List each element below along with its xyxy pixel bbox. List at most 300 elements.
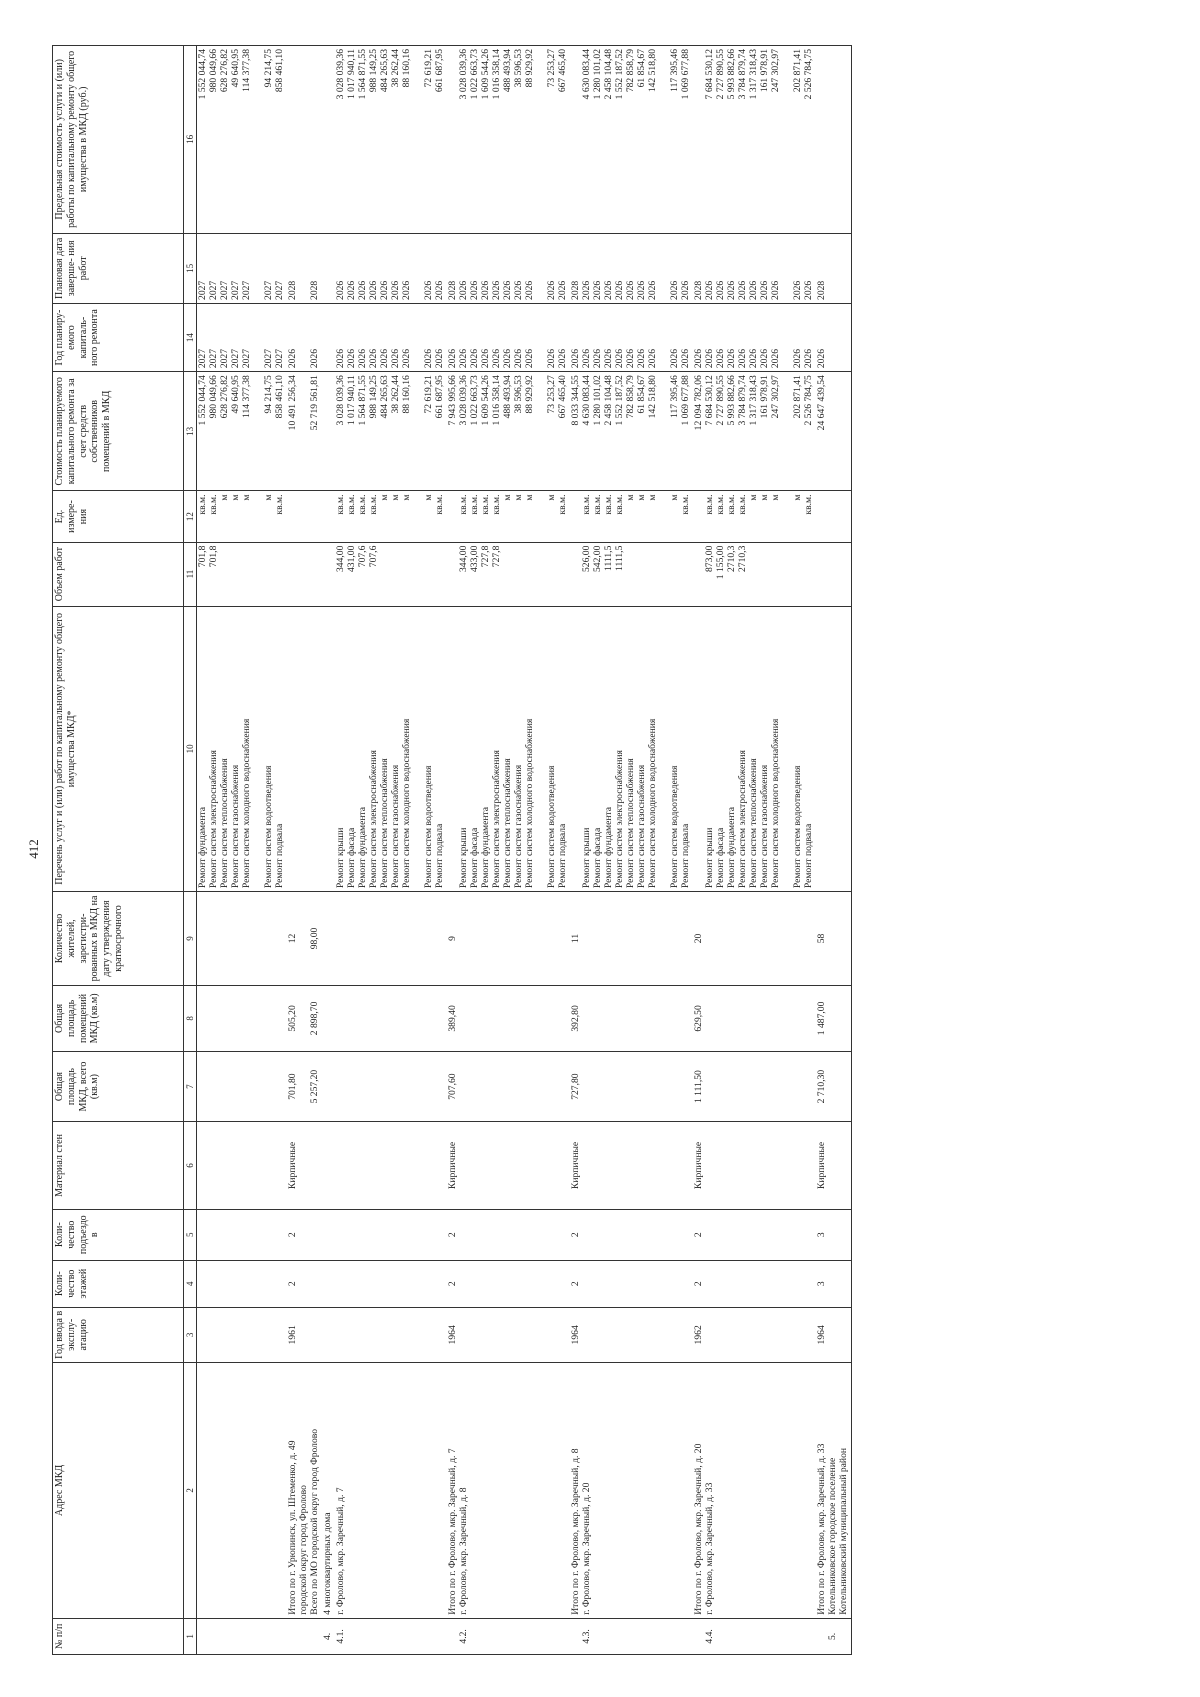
column-number: 2 <box>184 1363 197 1619</box>
work-item <box>323 610 334 889</box>
planned-cost <box>335 372 447 491</box>
unit <box>197 491 288 542</box>
end-year-value: 2028 <box>816 280 827 300</box>
work-item: Ремонт систем холодного водоснабжения <box>647 718 658 889</box>
year-built-value <box>323 1311 334 1359</box>
work-item: Ремонт систем теплоснабжения <box>379 758 390 889</box>
unit-value: м <box>759 494 770 501</box>
plan-year-value: 2026 <box>680 348 691 369</box>
residents <box>447 892 570 986</box>
plan-year-value: 2026 <box>647 348 658 369</box>
cost-value: 2 727 890,55 <box>715 375 726 426</box>
column-header: Стоимость планируемого капитального ремонта за счет средств собственников помещений в МКД <box>53 372 184 491</box>
year-built-value: 1962 <box>693 1325 704 1345</box>
cost-value: 3 028 039,36 <box>458 375 469 426</box>
limit-cost <box>816 46 852 234</box>
plan-year-value: 2027 <box>241 348 252 369</box>
work-item: Ремонт подвала <box>434 823 445 889</box>
total-area <box>197 1051 288 1121</box>
table-row <box>447 46 570 1655</box>
total-area <box>816 1051 852 1121</box>
work-item: Ремонт систем газоснабжения <box>230 764 241 889</box>
work-item: Ремонт систем электроснабжения <box>737 750 748 889</box>
end-year-value: 2026 <box>346 280 357 300</box>
planned-cost <box>816 372 852 491</box>
capital-repair-table <box>52 45 852 1655</box>
work-item: Ремонт систем водоотведения <box>546 765 557 889</box>
address-line: г. Фролово, мкр. Заречный, д. 33 <box>704 1482 715 1615</box>
unit-value: кв.м. <box>614 494 625 515</box>
year-built-value: 1964 <box>570 1325 581 1345</box>
address-line <box>220 1366 231 1615</box>
limit-cost-value: 1 280 101,02 <box>592 49 603 100</box>
end-year-value: 2026 <box>704 280 715 300</box>
entrances-value: 2 <box>287 1232 298 1238</box>
unit-value <box>659 494 670 538</box>
work-item: Ремонт систем водоотведения <box>792 765 803 889</box>
end-year-value: 2026 <box>480 280 491 300</box>
work-item: Ремонт систем газоснабжения <box>636 764 647 889</box>
end-year <box>197 233 288 303</box>
plan-year-value: 2026 <box>491 348 502 369</box>
unit-value: м <box>502 494 513 501</box>
work-volume <box>570 542 693 606</box>
residents <box>335 892 447 986</box>
end-year-value: 2026 <box>726 280 737 300</box>
year-built <box>322 1307 335 1362</box>
volume-value: 2710,3 <box>726 545 737 573</box>
header-row <box>53 46 184 1655</box>
address <box>693 1363 816 1619</box>
table-row <box>197 46 288 1655</box>
row-number <box>287 1618 322 1654</box>
plan-year-value: 2026 <box>434 348 445 369</box>
column-header: Предельная стоимость услуги и (или) работы по капитальному ремонту общего имущества в МКД (руб.) <box>53 46 184 234</box>
work-volume <box>197 542 288 606</box>
plan-year-value: 2027 <box>219 348 230 369</box>
residents-value: 20 <box>693 933 704 944</box>
address <box>570 1363 693 1619</box>
residents <box>570 892 693 986</box>
limit-cost-value: 161 978,91 <box>759 49 770 93</box>
end-year-value: 2026 <box>401 280 412 300</box>
end-year-value: 2026 <box>592 280 603 300</box>
year-built-value: 1961 <box>287 1325 298 1345</box>
volume-value <box>503 546 514 603</box>
plan-year-value: 2026 <box>557 348 568 369</box>
end-year-value: 2028 <box>309 280 320 300</box>
column-header: Количество жителей, зарегистри- рованных в МКД на дату утверждения краткосрочного <box>53 892 184 986</box>
total-area <box>570 1051 693 1121</box>
work-item: Ремонт систем холодного водоснабжения <box>401 718 412 889</box>
wall-material-value <box>323 1125 334 1205</box>
cost-value <box>828 375 839 487</box>
unit-value: м <box>423 494 434 501</box>
work-item: Ремонт фасада <box>346 827 357 889</box>
row-number-text: 4.4. <box>704 1629 715 1644</box>
limit-cost-value: 1 017 940,11 <box>346 49 357 100</box>
work-item: Ремонт фундамента <box>726 806 737 889</box>
floors <box>816 1260 852 1307</box>
address-line: Котельниковское городское поселение <box>827 1457 838 1615</box>
work-volume <box>287 542 322 606</box>
cost-value: 8 033 344,55 <box>570 375 581 426</box>
limit-cost-value: 484 265,63 <box>379 49 390 93</box>
residents-value: 11 <box>570 933 581 944</box>
wall-material-value <box>336 1125 347 1205</box>
end-year-value: 2026 <box>614 280 625 300</box>
limit-cost-value: 202 871,41 <box>792 49 803 93</box>
cost-value: 782 858,79 <box>625 375 636 419</box>
cost-value: 667 465,40 <box>557 375 568 419</box>
cost-value: 72 619,21 <box>423 375 434 414</box>
unit-value: м <box>263 494 274 501</box>
year-built <box>197 1307 288 1362</box>
unit-value: кв.м. <box>557 494 568 515</box>
year-built <box>816 1307 852 1362</box>
total-area <box>335 1051 447 1121</box>
column-number: 3 <box>184 1307 197 1362</box>
column-header: Объем работ <box>53 542 184 606</box>
plan-year <box>335 303 447 371</box>
plan-year <box>816 303 852 371</box>
address-line: Итого по г. Урюпинск, ул. Штеменко, д. 49 <box>287 1440 298 1615</box>
end-year-value: 2028 <box>693 280 704 300</box>
floors-value: 2 <box>570 1281 581 1287</box>
floors-value: 2 <box>693 1281 704 1287</box>
residents <box>197 892 288 986</box>
end-year-value <box>839 237 850 300</box>
column-header: Год планиру- емого капиталь- ного ремонта <box>53 303 184 371</box>
unit-value: кв.м. <box>737 494 748 515</box>
entrances-value: 3 <box>816 1232 827 1238</box>
year-built-value <box>336 1311 347 1359</box>
unit-value: кв.м. <box>704 494 715 515</box>
table-row <box>693 46 816 1655</box>
end-year <box>570 233 693 303</box>
address-line: Котельниковский муниципальный район <box>838 1448 849 1615</box>
cost-value: 1 564 871,55 <box>357 375 368 426</box>
limit-cost <box>335 46 447 234</box>
address-line: г. Фролово, мкр. Заречный, д. 7 <box>335 1487 346 1615</box>
unit-value <box>310 494 321 538</box>
row-number <box>693 1618 816 1654</box>
row-number <box>335 1618 447 1654</box>
unit <box>335 491 447 542</box>
rooms-area <box>335 985 447 1051</box>
address-line: Всего по МО городской округ город Фролово <box>309 1428 320 1615</box>
planned-cost <box>693 372 816 491</box>
wall-material <box>693 1122 816 1209</box>
column-header: Плановая дата заверше- ния работ <box>53 233 184 303</box>
plan-year-value: 2026 <box>401 348 412 369</box>
limit-cost-value <box>817 49 828 230</box>
limit-cost-value <box>839 49 850 230</box>
work-item <box>299 610 310 889</box>
cost-value: 12 094 782,06 <box>693 375 704 431</box>
total-area-value: 701,80 <box>287 1073 298 1100</box>
plan-year-value: 2026 <box>715 348 726 369</box>
column-header: Общая площадь МКД, всего (кв.м) <box>53 1051 184 1121</box>
cost-value: 202 871,41 <box>792 375 803 419</box>
plan-year <box>693 303 816 371</box>
cost-value: 484 265,63 <box>379 375 390 419</box>
cost-value: 7 684 530,12 <box>704 375 715 426</box>
planned-cost <box>322 372 335 491</box>
cost-value: 38 262,44 <box>390 375 401 414</box>
column-number: 1 <box>184 1618 197 1654</box>
entrances <box>447 1209 570 1260</box>
cost-value: 2 458 104,48 <box>603 375 614 426</box>
floors-value: 3 <box>816 1281 827 1287</box>
floors <box>447 1260 570 1307</box>
end-year <box>816 233 852 303</box>
row-number-text <box>209 1622 220 1651</box>
limit-cost-value: 1 609 544,26 <box>480 49 491 100</box>
end-year-value: 2026 <box>759 280 770 300</box>
end-year-value: 2026 <box>491 280 502 300</box>
limit-cost-value: 61 854,67 <box>636 49 647 88</box>
unit-value: м <box>241 494 252 501</box>
work-item: Ремонт подвала <box>557 823 568 889</box>
cost-value <box>839 375 850 487</box>
planned-cost <box>197 372 288 491</box>
residents <box>693 892 816 986</box>
planned-cost <box>570 372 693 491</box>
cost-value: 61 854,67 <box>636 375 647 414</box>
limit-cost-value: 88 929,92 <box>524 49 535 88</box>
column-header: Адрес МКД <box>53 1363 184 1619</box>
unit-value <box>253 494 264 538</box>
unit-value: м <box>770 494 781 501</box>
volume-value <box>525 546 536 603</box>
work-item: Ремонт систем теплоснабжения <box>219 758 230 889</box>
work-item: Ремонт подвала <box>680 823 691 889</box>
address <box>197 1363 288 1619</box>
column-header: Ед. измере- ния <box>53 491 184 542</box>
end-year-value: 2026 <box>680 280 691 300</box>
cost-value: 5 993 882,66 <box>726 375 737 426</box>
rooms-area-value: 1 487,00 <box>816 1001 827 1036</box>
cost-value: 1 022 663,73 <box>469 375 480 426</box>
volume-value <box>275 546 286 603</box>
plan-year-value: 2026 <box>287 348 298 369</box>
total-area-value: 1 111,50 <box>693 1070 704 1104</box>
plan-year-value: 2026 <box>379 348 390 369</box>
volume-value: 431,00 <box>346 545 357 573</box>
unit-value: м <box>625 494 636 501</box>
floors-value: 2 <box>287 1281 298 1287</box>
rooms-area-value: 505,20 <box>287 1005 298 1032</box>
plan-year-value: 2026 <box>458 348 469 369</box>
volume-value: 526,00 <box>581 545 592 573</box>
work-item: Ремонт фундамента <box>480 806 491 889</box>
unit-value: кв.м. <box>197 494 208 515</box>
unit-value: кв.м. <box>368 494 379 515</box>
end-year-value: 2026 <box>737 280 748 300</box>
unit-value: кв.м. <box>274 494 285 515</box>
cost-value: 1 280 101,02 <box>592 375 603 426</box>
table-row <box>322 46 335 1655</box>
end-year-value: 2027 <box>219 280 230 300</box>
work-volume <box>322 542 335 606</box>
plan-year <box>197 303 288 371</box>
plan-year-value: 2026 <box>614 348 625 369</box>
column-number: 7 <box>184 1051 197 1121</box>
address-line <box>264 1366 275 1615</box>
limit-cost-value: 667 465,40 <box>557 49 568 93</box>
residents <box>322 892 335 986</box>
limit-cost <box>322 46 335 234</box>
total-area-value: 5 257,20 <box>309 1069 320 1104</box>
end-year-value: 2026 <box>335 280 346 300</box>
end-year-value: 2027 <box>208 280 219 300</box>
address-line <box>209 1366 220 1615</box>
limit-cost-value: 142 518,80 <box>647 49 658 93</box>
residents <box>816 892 852 986</box>
unit-value <box>817 494 828 538</box>
limit-cost-value: 73 253,27 <box>546 49 557 88</box>
plan-year <box>322 303 335 371</box>
address-line: Итого по г. Фролово, мкр. Заречный, д. 33 <box>816 1443 827 1615</box>
cost-value: 247 302,97 <box>770 375 781 419</box>
cost-value: 1 552 044,74 <box>197 375 208 426</box>
row-number <box>322 1618 335 1654</box>
end-year-value: 2026 <box>770 280 781 300</box>
rooms-area <box>447 985 570 1051</box>
work-item: Ремонт систем газоснабжения <box>513 764 524 889</box>
plan-year-value: 2026 <box>669 348 680 369</box>
unit-value: кв.м. <box>491 494 502 515</box>
row-number <box>570 1618 693 1654</box>
limit-cost-value: 117 395,46 <box>669 49 680 92</box>
wall-material <box>447 1122 570 1209</box>
limit-cost-value: 988 149,25 <box>368 49 379 93</box>
volume-value: 707,6 <box>368 545 379 568</box>
end-year-value: 2026 <box>715 280 726 300</box>
work-item: Ремонт систем газоснабжения <box>390 764 401 889</box>
rotated-page <box>52 45 1132 1655</box>
cost-value: 661 687,95 <box>434 375 445 419</box>
end-year-value: 2026 <box>603 280 614 300</box>
cost-value: 88 160,16 <box>401 375 412 414</box>
year-built-value <box>198 1311 209 1359</box>
plan-year-value: 2026 <box>390 348 401 369</box>
plan-year-value: 2026 <box>816 348 827 369</box>
work-item: Ремонт систем холодного водоснабжения <box>524 718 535 889</box>
unit-value <box>299 494 310 538</box>
unit <box>322 491 335 542</box>
entrances <box>197 1209 288 1260</box>
limit-cost-value: 3 028 039,36 <box>458 49 469 100</box>
entrances-value: 2 <box>447 1232 458 1238</box>
volume-value <box>299 546 310 603</box>
cost-value: 628 276,82 <box>219 375 230 419</box>
unit-value: кв.м. <box>715 494 726 515</box>
row-number <box>197 1618 288 1654</box>
address-line: Итого по г. Фролово, мкр. Заречный, д. 20 <box>693 1443 704 1615</box>
entrances <box>816 1209 852 1260</box>
volume-value <box>253 546 264 603</box>
end-year-value <box>323 237 334 300</box>
cost-value: 1 317 318,43 <box>748 375 759 426</box>
end-year-value: 2028 <box>447 280 458 300</box>
cost-value: 488 493,94 <box>502 375 513 419</box>
cost-value: 7 943 995,66 <box>447 375 458 426</box>
volume-value: 873,00 <box>704 545 715 573</box>
plan-year-value: 2026 <box>770 348 781 369</box>
work-volume <box>335 542 447 606</box>
limit-cost-value: 7 684 530,12 <box>704 49 715 100</box>
floors <box>287 1260 322 1307</box>
plan-year-value: 2026 <box>570 348 581 369</box>
limit-cost-value: 247 302,97 <box>770 49 781 93</box>
volume-value <box>839 546 850 603</box>
floors <box>322 1260 335 1307</box>
column-number: 13 <box>184 372 197 491</box>
unit-value <box>288 494 299 538</box>
column-number: 11 <box>184 542 197 606</box>
cost-value: 3 028 039,36 <box>335 375 346 426</box>
work-volume <box>447 542 570 606</box>
wall-material-value <box>198 1125 209 1205</box>
rooms-area <box>197 985 288 1051</box>
unit-value: кв.м. <box>726 494 737 515</box>
unit-value: кв.м. <box>208 494 219 515</box>
entrances <box>322 1209 335 1260</box>
floors-value: 2 <box>447 1281 458 1287</box>
unit-value: м <box>636 494 647 501</box>
wall-material-value: Кирпичные <box>287 1141 298 1190</box>
end-year-value: 2026 <box>423 280 434 300</box>
rooms-area <box>693 985 816 1051</box>
year-built <box>693 1307 816 1362</box>
unit-value: м <box>524 494 535 501</box>
end-year-value: 2027 <box>230 280 241 300</box>
limit-cost-value: 3 784 879,74 <box>737 49 748 100</box>
limit-cost <box>693 46 816 234</box>
year-built-value: 1964 <box>447 1325 458 1345</box>
limit-cost-value: 488 493,94 <box>502 49 513 93</box>
volume-value <box>380 546 391 603</box>
end-year-value: 2026 <box>792 280 803 300</box>
plan-year-value: 2026 <box>704 348 715 369</box>
rooms-area <box>816 985 852 1051</box>
work-item: Ремонт фасада <box>469 827 480 889</box>
floors-value <box>198 1264 209 1304</box>
unit-value: м <box>647 494 658 501</box>
end-year-value: 2026 <box>513 280 524 300</box>
end-year-value: 2026 <box>581 280 592 300</box>
work-item: Ремонт подвала <box>803 823 814 889</box>
volume-value: 433,00 <box>469 545 480 573</box>
limit-cost-value: 88 160,16 <box>401 49 412 88</box>
cost-value: 38 596,53 <box>513 375 524 414</box>
cost-value: 161 978,91 <box>759 375 770 419</box>
end-year-value: 2026 <box>524 280 535 300</box>
column-number: 9 <box>184 892 197 986</box>
plan-year <box>570 303 693 371</box>
address <box>447 1363 570 1619</box>
residents-value: 9 <box>447 936 458 941</box>
row-number-text: 5. <box>827 1632 838 1640</box>
row-number-text: 4.3. <box>581 1629 592 1644</box>
wall-material-value: Кирпичные <box>693 1141 704 1190</box>
volume-value: 344,00 <box>335 545 346 573</box>
cost-value: 858 461,10 <box>274 375 285 419</box>
address-line: г. Фролово, мкр. Заречный, д. 8 <box>458 1487 469 1615</box>
volume-value: 727,8 <box>491 545 502 568</box>
